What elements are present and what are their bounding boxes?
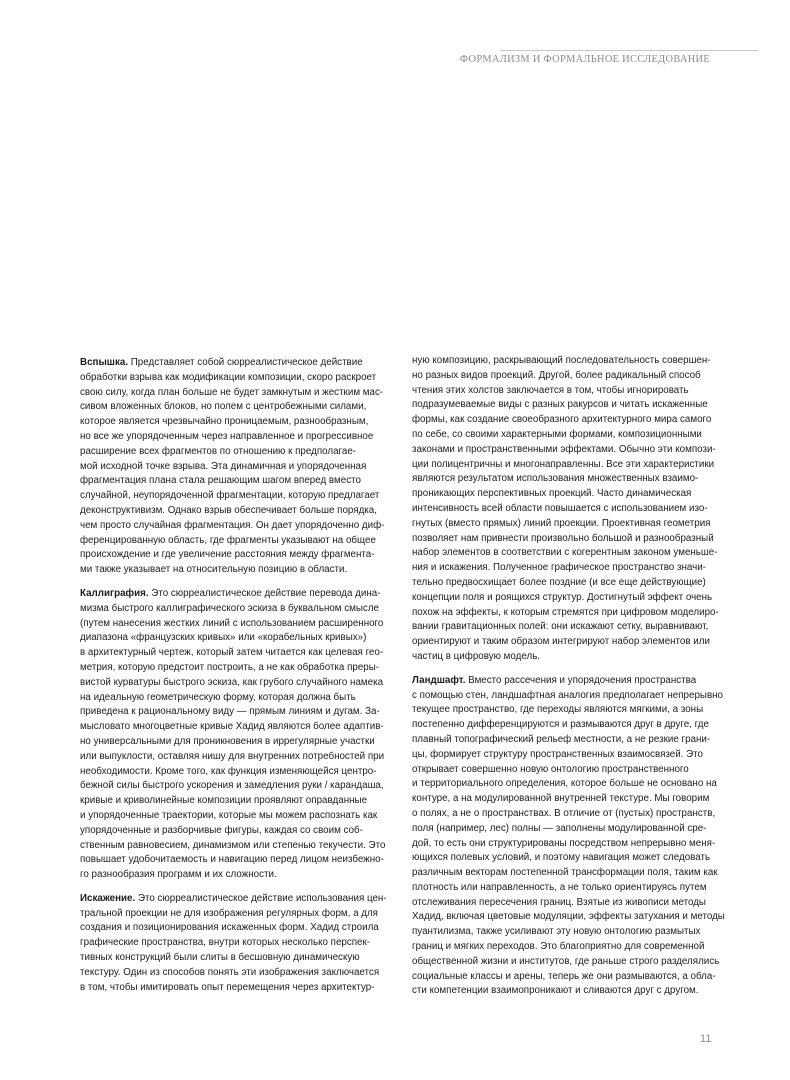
- line-text: ющихся полевых условий, и поэтому навигация может следовать: [412, 852, 711, 864]
- line-text: контуре, а на модулированной внутренней текстуре. Мы говорим: [412, 793, 710, 805]
- line-text: позволяет нам привнести произвольно большой и разнообразный: [412, 532, 714, 544]
- running-header: ФОРМАЛИЗМ И ФОРМАЛЬНОЕ ИССЛЕДОВАНИЕ: [459, 54, 710, 65]
- text-line: [80, 676, 384, 691]
- text-line: [80, 534, 377, 549]
- text-line: [80, 386, 384, 401]
- text-line: [412, 748, 710, 763]
- text-line: [80, 936, 377, 951]
- line-text: тральной проекции не для изображения регулярных форм, а для: [80, 907, 378, 919]
- text-line: [80, 794, 377, 809]
- line-text: границ и мягких переходов. Это благоприятно для современной: [412, 941, 705, 953]
- line-text: проникающих перспективных проекций. Часто динамическая: [412, 488, 692, 500]
- line-text: формы, как создание своеобразного архитектурного мира самого: [412, 414, 712, 426]
- line-text: мысловато многоцветные кривые Хадид являются более адаптив-: [80, 721, 384, 733]
- line-text: о полях, а не о пространствах. В отличие от (пустых) пространств,: [412, 807, 716, 819]
- text-line: [80, 460, 377, 475]
- text-line: [80, 779, 384, 794]
- text-line: [412, 925, 710, 940]
- line-text: отслеживания пересечения границ. Взятые из живописи методы: [412, 896, 706, 908]
- line-text: ния и искажения. Полученное графическое пространство значи-: [412, 562, 706, 574]
- text-line: [412, 606, 719, 621]
- line-text: ориентируют и таким образом интегрируют набор элементов или: [412, 636, 710, 648]
- text-line: [80, 691, 377, 706]
- line-text: текстуру. Один из способов понять эти изображения заключается: [80, 966, 380, 978]
- text-line: [80, 765, 377, 780]
- text-line: [80, 951, 377, 966]
- text-line: [80, 430, 377, 445]
- line-text: подразумеваемые виды с разных ракурсов и читать искаженные: [412, 399, 708, 411]
- text-line: [412, 984, 710, 999]
- text-line: [412, 576, 710, 591]
- text-line: [412, 970, 716, 985]
- line-text: го разнообразия программ и их сложности.: [80, 869, 277, 881]
- line-text: социальные классы и арены, теперь же они размываются, а обла-: [412, 970, 716, 982]
- line-text: расширение всех фрагментов по отношению к предполагае-: [80, 445, 357, 457]
- line-text: фрагментация плана стала решающим шагом вперед вместо: [80, 475, 361, 487]
- text-line: [80, 868, 377, 883]
- text-line: [412, 896, 710, 911]
- text-line: [80, 720, 384, 735]
- text-line: [412, 910, 725, 925]
- text-line: [412, 472, 710, 487]
- text-line: [80, 892, 387, 907]
- paragraph: [80, 587, 386, 883]
- paragraph-term: Искажение.: [80, 892, 136, 904]
- line-text: Хадид, включая цветовые модуляции, эффекты затухания и методы: [412, 911, 725, 923]
- line-text: упорядоченные и разборчивые фигуры, каждая со своим соб-: [80, 824, 363, 836]
- line-text: создания и позиционирования искаженных форм. Хадид строила: [80, 922, 379, 934]
- text-line: [80, 617, 384, 632]
- line-text: постепенно дифференцируются и размываются друг в друге, где: [412, 719, 709, 731]
- text-line: [412, 822, 710, 837]
- line-text: вании гравитационных полей: они искажают сетку, выравнивают,: [412, 621, 709, 633]
- text-line: [412, 384, 710, 399]
- page-number: 11: [700, 1033, 712, 1045]
- text-line: [80, 587, 381, 602]
- text-line: [412, 689, 724, 704]
- line-text: плотность или направленность, а не только ориентируясь путем: [412, 881, 707, 893]
- paragraph-term: Вспышка.: [80, 357, 129, 368]
- text-line: [412, 532, 714, 547]
- text-line: [80, 853, 384, 868]
- line-text: приведена к рациональному виду — прямым линиям и дугам. За-: [80, 706, 380, 718]
- line-text: (путем нанесения жестких линий с использованием расширенного: [80, 617, 384, 629]
- line-text: и упорядоченные траектории, которые мы можем распознать как: [80, 809, 378, 821]
- text-line: [412, 851, 710, 866]
- text-line: [412, 718, 710, 733]
- line-text: но универсальными для проникновения в иррегулярные участки: [80, 735, 375, 747]
- line-text: чем просто случайная фрагментация. Он дает упорядоченно диф-: [80, 519, 385, 531]
- text-line: [412, 866, 718, 881]
- text-line: [80, 371, 377, 386]
- line-text: сивом вложенных блоков, но полем с центробежными силами,: [80, 401, 367, 413]
- text-line: [80, 907, 377, 922]
- line-text: с помощью стен, ландшафтная аналогия предполагает непрерывно: [412, 689, 724, 701]
- text-line: [412, 443, 716, 458]
- text-line: [412, 881, 710, 896]
- text-line: [80, 504, 377, 519]
- line-text: которое является чрезвычайно проницаемым, разнообразным,: [80, 416, 369, 428]
- line-text: чтения этих холстов заключается в том, чтобы игнорировать: [412, 384, 689, 396]
- text-line: [412, 620, 710, 635]
- line-text: диапазона «французских кривых» или «корабельных кривых»): [80, 632, 367, 644]
- text-line: [412, 591, 713, 606]
- text-line: [412, 428, 710, 443]
- line-text: текущее пространство, где переходы являются мягкими, а зоны: [412, 704, 704, 716]
- line-text: по себе, со своими характерными формами, композиционными: [412, 428, 702, 440]
- line-text: на идеальную геометрическую форму, которая должна быть: [80, 691, 356, 703]
- line-text: пуантилизма, также усиливают эту новую онтологию размытых: [412, 926, 701, 938]
- line-text: сти компетенции взаимопроникают и сливаются друг с другом.: [412, 985, 699, 997]
- line-text: случайной, неупорядоченной фрагментации, которую предлагает: [80, 490, 380, 502]
- line-text: графические пространства, внутри которых несколько перспек-: [80, 937, 371, 949]
- text-line: [412, 807, 716, 822]
- text-line: [80, 750, 385, 765]
- text-line: [80, 563, 377, 578]
- text-line: [412, 546, 718, 561]
- line-text: Вместо рассечения и упорядочения пространства: [465, 674, 697, 686]
- text-line: [80, 519, 385, 534]
- text-line: [412, 517, 710, 532]
- line-text: деконструктивизм. Однако взрыв обеспечивает больше порядка,: [80, 504, 377, 516]
- text-line: [412, 940, 710, 955]
- line-text: свою силу, когда план больше не будет замкнутым и жестким мас-: [80, 386, 384, 398]
- paragraph: [80, 892, 387, 996]
- text-line: [412, 733, 710, 748]
- paragraph-term: Каллиграфия.: [80, 587, 149, 599]
- text-line: [80, 445, 377, 460]
- line-text: ную композицию, раскрывающий последовательность совершен-: [412, 355, 711, 366]
- text-line: [80, 735, 377, 750]
- text-line: [80, 631, 377, 646]
- text-line: [412, 635, 710, 650]
- left-column: [80, 356, 387, 1004]
- text-line: [412, 763, 710, 778]
- text-line: [80, 824, 377, 839]
- text-line: [80, 602, 377, 617]
- text-line: [80, 839, 386, 854]
- line-text: метрия, которую предстоит построить, а не как обработка преры-: [80, 661, 380, 673]
- line-text: являются результатом использования множественных взаимо-: [412, 473, 699, 485]
- line-text: цы, формирует структуру пространственных взаимосвязей. Это: [412, 748, 703, 760]
- line-text: гнутых (вместо прямых) линий проекции. Проективная геометрия: [412, 517, 711, 529]
- line-text: или выпуклости, оставляя нишу для внутренних потребностей при: [80, 750, 385, 762]
- line-text: вистой курватуры быстрого эскиза, как грубого случайного намека: [80, 676, 384, 688]
- text-line: [412, 955, 720, 970]
- header-rule: [500, 50, 758, 51]
- line-text: кривые и криволинейные композиции проявляют оправданные: [80, 795, 368, 807]
- line-text: Представляет собой сюрреалистическое действие: [128, 357, 363, 368]
- paragraph: [412, 354, 719, 665]
- line-text: различным векторам постепенной трансформации поля, таким как: [412, 867, 718, 879]
- line-text: бежной силы быстрого ускорения и замедления руки / карандаша,: [80, 780, 384, 792]
- text-line: [80, 548, 377, 563]
- text-line: [80, 415, 377, 430]
- line-text: Это сюрреалистическое действие перевода дина-: [148, 587, 381, 599]
- text-line: [412, 458, 715, 473]
- line-text: мой исходной точке взрыва. Эта динамичная и упорядоченная: [80, 460, 367, 472]
- line-text: плавный топографический рельеф местности, а не резкие грани-: [412, 733, 711, 745]
- line-text: Это сюрреалистическое действие использования цен-: [135, 892, 387, 904]
- text-line: [412, 369, 710, 384]
- text-line: [412, 792, 710, 807]
- line-text: похож на эффекты, к которым стремятся при цифровом моделиро-: [412, 606, 719, 618]
- line-text: законами и пространственными эффектами. Обычно эти компози-: [412, 443, 716, 455]
- line-text: мизма быстрого каллиграфического эскиза в буквальном смысле: [80, 602, 379, 614]
- line-text: ции полицентричны и многонаправленны. Все эти характеристики: [412, 458, 715, 470]
- paragraph-term: Ландшафт.: [412, 674, 466, 686]
- line-text: общественной жизни и институтов, где раньше строго разделялись: [412, 955, 720, 967]
- text-line: [80, 921, 377, 936]
- line-text: тивных конструкций были слиты в бесшовную динамическую: [80, 952, 360, 964]
- line-text: и территориального определения, которое больше не основано на: [412, 778, 717, 790]
- line-text: но разных видов проекций. Другой, более радикальный способ: [412, 369, 701, 381]
- line-text: повышает удобочитаемость и навигацию перед лицом неизбежно-: [80, 854, 384, 866]
- text-line: [412, 354, 710, 369]
- line-text: тельно предвосхищает более поздние (и все еще действующие): [412, 576, 706, 588]
- text-line: [412, 650, 710, 665]
- line-text: ференцированную область, где фрагменты указывают на общее: [80, 534, 376, 546]
- line-text: открывает совершенно новую онтологию пространственного: [412, 763, 689, 775]
- line-text: набор элементов в соответствии с когерентным законом уменьше-: [412, 547, 718, 559]
- text-line: [412, 413, 710, 428]
- text-line: [412, 487, 710, 502]
- line-text: обработки взрыва как модификации композиции, скоро раскроет: [80, 371, 377, 383]
- line-text: ми также указывает на относительную позицию в области.: [80, 564, 348, 576]
- text-line: [412, 777, 717, 792]
- text-line: [80, 489, 380, 504]
- text-line: [412, 703, 710, 718]
- line-text: интенсивность всей области повышается с использованием изо-: [412, 502, 708, 514]
- line-text: поля (например, лес) полны — заполнены модулированной сре-: [412, 822, 707, 834]
- text-line: [80, 646, 384, 661]
- text-line: [412, 561, 710, 576]
- line-text: ственным равновесием, динамизмом или степенью текучести. Это: [80, 839, 386, 851]
- line-text: необходимости. Кроме того, как функция изменяющейся центро-: [80, 765, 377, 777]
- text-line: [80, 981, 377, 996]
- text-line: [80, 705, 380, 720]
- text-line: [412, 502, 710, 517]
- text-line: [412, 398, 710, 413]
- text-line: [80, 356, 377, 371]
- paragraph: [80, 356, 385, 578]
- line-text: концепции поля и роящихся структур. Достигнутый эффект очень: [412, 591, 713, 603]
- line-text: в архитектурный чертеж, который затем читается как целевая гео-: [80, 647, 384, 659]
- text-line: [412, 837, 716, 852]
- line-text: дой, то есть они структурированы посредством непрерывно меня-: [412, 837, 716, 849]
- line-text: происхождение и где увеличение расстояния между фрагмента-: [80, 549, 375, 561]
- text-line: [412, 674, 710, 689]
- right-column: [412, 354, 725, 1008]
- text-line: [80, 966, 380, 981]
- text-line: [80, 661, 380, 676]
- text-line: [80, 474, 377, 489]
- text-line: [80, 400, 377, 415]
- text-line: [80, 809, 377, 824]
- line-text: в том, чтобы имитировать опыт перемещения через архитектур-: [80, 981, 375, 993]
- line-text: частиц в цифровую модель.: [412, 650, 541, 662]
- paragraph: [412, 674, 725, 1000]
- line-text: но все же упорядоченным через направленное и прогрессивное: [80, 430, 374, 442]
